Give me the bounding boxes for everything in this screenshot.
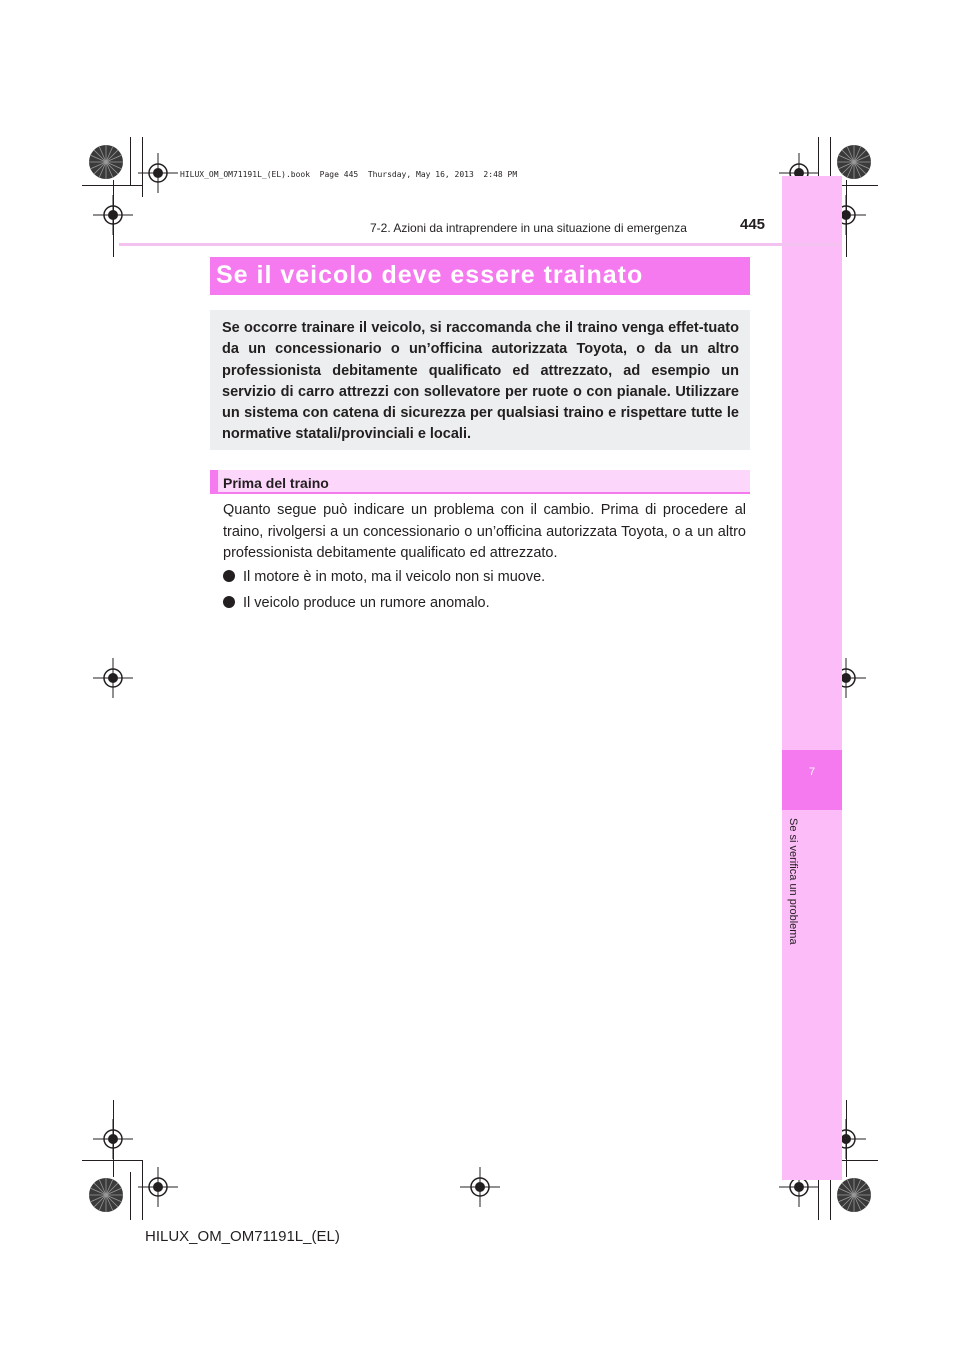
page-number: 445 xyxy=(740,216,766,233)
list-item-text: Il veicolo produce un rumore anomalo. xyxy=(243,595,490,611)
rosette-mark-icon xyxy=(88,144,124,180)
crop-mark xyxy=(82,1160,142,1161)
crop-mark xyxy=(130,137,131,185)
footer-document-code: HILUX_OM_OM71191L_(EL) xyxy=(145,1228,340,1245)
list-item xyxy=(223,595,490,611)
registration-mark-icon xyxy=(93,658,133,698)
intro-text: Se occorre trainare il veicolo, si raccomanda che il traino venga effet-tuato da un concessionario o un’officina autorizzata Toyota, o da un altro professionista debitamente qualificato ed attrezzato, ad esempio un servizio di carro attrezzi con sollevatore per ruote o con pianale. Utilizzare un sistema con catena di sicurezza per qualsiasi traino e rispettare tutte le normative statali/provinciali e locali. xyxy=(222,320,739,443)
registration-mark-icon xyxy=(460,1167,500,1207)
registration-mark-icon xyxy=(93,1119,133,1159)
registration-mark-icon xyxy=(138,1167,178,1207)
bullet-icon xyxy=(223,596,235,608)
subsection-accent-bar xyxy=(210,470,218,494)
bullet-icon xyxy=(223,570,235,582)
print-file-header: HILUX_OM_OM71191L_(EL).book Page 445 Thursday, May 16, 2013 2:48 PM xyxy=(180,170,518,179)
rosette-mark-icon xyxy=(836,144,872,180)
chapter-side-label xyxy=(785,818,805,1038)
chapter-side-label-text: Se si verifica un problema xyxy=(787,818,799,945)
header-rule xyxy=(119,243,841,246)
subsection-title: Prima del traino xyxy=(223,475,329,491)
section-header: 7-2. Azioni da intraprendere in una situazione di emergenza xyxy=(370,221,687,235)
chapter-number: 7 xyxy=(808,766,816,778)
rosette-mark-icon xyxy=(836,1177,872,1213)
list-item xyxy=(223,569,545,585)
registration-mark-icon xyxy=(138,153,178,193)
crop-mark xyxy=(130,1172,131,1220)
subsection-body: Quanto segue può indicare un problema con il cambio. Prima di procedere al traino, rivolgersi a un concessionario o un’officina autorizzata Toyota, o a un altro professionista debitamente qualificato ed attrezzato. xyxy=(223,502,746,561)
page-title: Se il veicolo deve essere trainato xyxy=(216,261,644,289)
chapter-number-box xyxy=(782,750,842,810)
registration-mark-icon xyxy=(93,195,133,235)
rosette-mark-icon xyxy=(88,1177,124,1213)
list-item-text: Il motore è in moto, ma il veicolo non si muove. xyxy=(243,569,546,585)
crop-mark xyxy=(82,185,142,186)
